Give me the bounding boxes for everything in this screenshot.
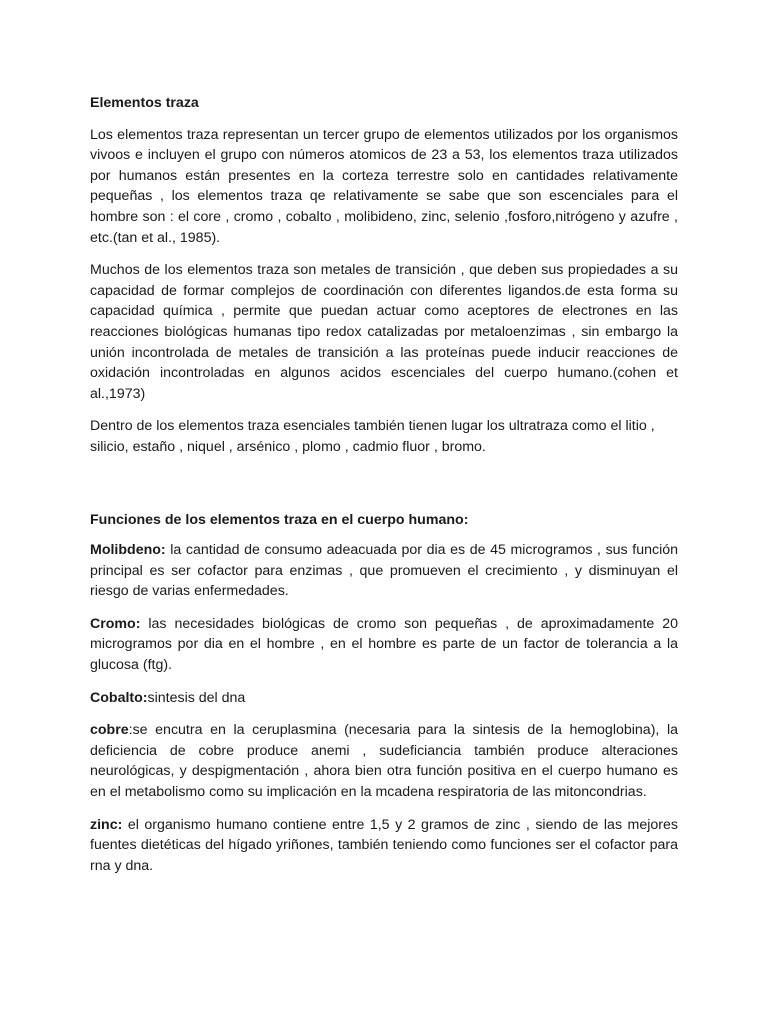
function-text: el organismo humano contiene entre 1,5 y 2 gramos de zinc , siendo de las mejores fuentes dietéticas del hígado yriñones, también teniendo como funciones ser el cofactor para rna y dna.: [90, 816, 678, 874]
function-term: Molibdeno:: [90, 542, 166, 559]
document-page: [90, 93, 678, 888]
function-text: sintesis del dna: [147, 689, 246, 706]
function-cobalto: [90, 688, 678, 709]
function-text: :se encutra en la ceruplasmina (necesaria para la sintesis de la hemoglobina), la deficiencia de cobre produce anemi , sudeficiancia también produce alteraciones neurológicas, y despigmentación , ahora bien otra función positiva en el cuerpo humano es en el metabolismo como su implicación en la mcadena respiratoria de las mitoncondrias.: [90, 722, 678, 801]
function-term: cobre: [90, 722, 129, 739]
function-text: las necesidades biológicas de cromo son pequeñas , de aproximadamente 20 microgramos por dia en el hombre , en el hombre es parte de un factor de tolerancia a la glucosa (ftg).: [90, 615, 678, 674]
document-title: Elementos traza: [90, 95, 199, 111]
function-term: Cromo:: [90, 615, 141, 632]
function-cromo: [90, 614, 678, 676]
intro-paragraph-3: Dentro de los elementos traza esenciales también tienen lugar los ultratraza como el litio , silicio, estaño , niquel , arsénico , plomo , cadmio fluor , bromo.: [90, 418, 655, 455]
function-term: zinc:: [90, 816, 123, 833]
function-term: Cobalto:: [90, 689, 148, 706]
intro-paragraph-1: Los elementos traza representan un tercer grupo de elementos utilizados por los organismos vivoos e incluyen el grupo con números atomicos de 23 a 53, los elementos traza utilizados por humanos están presentes en la corteza terrestre solo en cantidades relativamente pequeñas , los elementos traza qe relativamente se sabe que son escenciales para el hombre son : el core , cromo , cobalto , molibideno, zinc, selenio ,fosforo,nitrógeno y azufre , etc.(tan et al., 1985).: [90, 126, 678, 246]
function-zinc: [90, 815, 678, 877]
function-cobre: [90, 720, 678, 802]
section-title: Funciones de los elementos traza en el cuerpo humano:: [90, 511, 469, 528]
function-molibdeno: [90, 540, 678, 602]
section-gap: [90, 470, 678, 510]
function-text: la cantidad de consumo adeacuada por dia es de 45 microgramos , sus función principal es ser cofactor para enzimas , que promueven el crecimiento , y disminuyan el riesgo de varias enfermedades.: [90, 542, 678, 600]
intro-paragraph-2: Muchos de los elementos traza son metales de transición , que deben sus propiedades a su capacidad de formar complejos de coordinación con diferentes ligandos.de esta forma su capacidad química , permite que puedan actuar como aceptores de electrones en las reacciones biológicas humanas tipo redox catalizadas por metaloenzimas , sin embargo la unión incontrolada de metales de transición a las proteínas puede inducir reacciones de oxidación incontroladas en algunos acidos escenciales del cuerpo humano.(cohen et al.,1973): [90, 262, 678, 402]
